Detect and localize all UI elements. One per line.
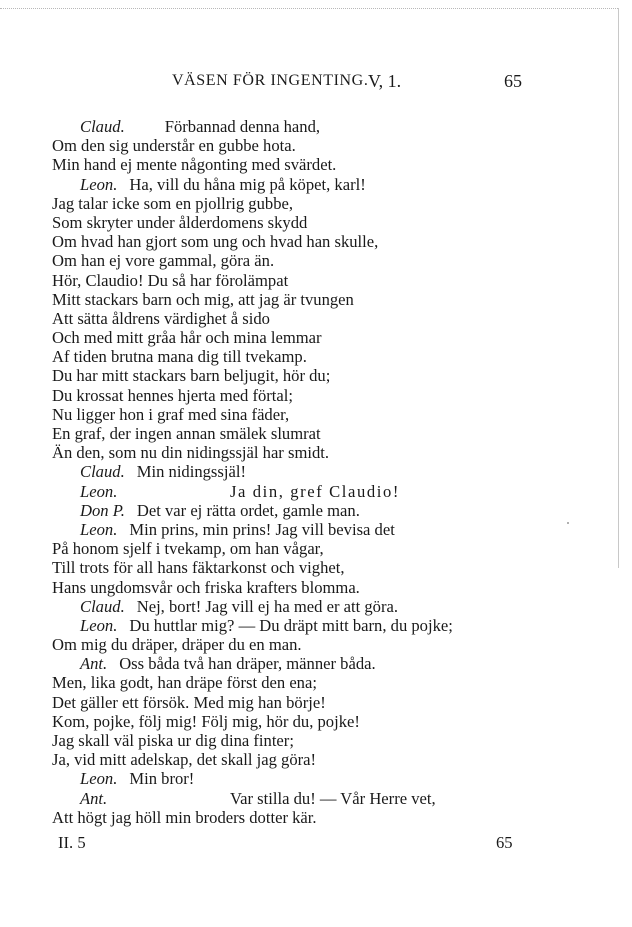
- verse-text: Men, lika godt, han dräpe först den ena;: [52, 673, 317, 693]
- verse-text: Du huttlar mig? — Du dräpt mitt barn, du pojke;: [129, 615, 453, 635]
- verse-line: [52, 731, 542, 750]
- verse-line: [52, 539, 542, 558]
- verse-line: [52, 194, 542, 213]
- verse-line: [52, 616, 542, 635]
- verse-line: [52, 693, 542, 712]
- verse-text: Hör, Claudio! Du så har förolämpat: [52, 270, 289, 290]
- verse-text: Det var ej rätta ordet, gamle man.: [136, 500, 360, 520]
- verse-line: [52, 443, 542, 462]
- verse-text: Hans ungdomsvår och friska krafters blomma.: [52, 577, 360, 597]
- verse-text: Var stilla du! — Vår Herre vet,: [230, 788, 436, 808]
- verse-line: [52, 232, 542, 251]
- header-title: VÄSEN FÖR INGENTING.: [172, 72, 369, 89]
- verse-line: [52, 769, 542, 788]
- verse-text: Ja din, gref Claudio!: [230, 481, 401, 501]
- verse-text: Än den, som nu din nidingssjäl har smidt.: [52, 443, 330, 463]
- speaker-name: Claud.: [80, 462, 125, 482]
- verse-text: Att högt jag höll min broders dotter kär.: [52, 807, 317, 827]
- verse-text: Det gäller ett försök. Med mig han börje!: [52, 692, 326, 712]
- verse-line: [52, 347, 542, 366]
- speaker-name: Claud.: [80, 117, 125, 136]
- verse-text: Om mig du dräper, dräper du en man.: [52, 635, 302, 655]
- speaker-name: Leon.: [80, 769, 118, 789]
- verse-line: [52, 635, 542, 654]
- verse-text: Min nidingssjäl!: [136, 462, 246, 482]
- verse-line: [52, 366, 542, 385]
- speaker-name: Leon.: [80, 481, 118, 501]
- verse-text: En graf, der ingen annan smälek slumrat: [52, 424, 321, 443]
- verse-line: [52, 808, 542, 827]
- verse-line: [52, 654, 542, 673]
- footer-page-number: 65: [496, 833, 513, 852]
- verse-line: [52, 558, 542, 577]
- verse-line: [52, 673, 542, 692]
- verse-text: Du har mitt stackars barn beljugit, hör du;: [52, 366, 331, 386]
- speaker-name: Don P.: [80, 500, 125, 520]
- verse-line: [52, 290, 542, 309]
- verse-text: Jag skall väl piska ur dig dina finter;: [52, 731, 294, 750]
- verse-line: [52, 501, 542, 520]
- verse-line: [52, 597, 542, 616]
- verse-text: På honom sjelf i tvekamp, om han vågar,: [52, 539, 324, 559]
- verse-line: [52, 175, 542, 194]
- running-header: [52, 72, 528, 96]
- verse-line: [52, 750, 542, 769]
- speaker-name: Leon.: [80, 615, 118, 635]
- verse-text: Af tiden brutna mana dig till tvekamp.: [52, 347, 307, 367]
- verse-line: [52, 712, 542, 731]
- verse-text: Oss båda två han dräper, männer båda.: [119, 654, 376, 674]
- play-text: [52, 117, 542, 827]
- right-edge-rule: [618, 8, 619, 568]
- header-page-number: 65: [504, 71, 522, 91]
- verse-text: Du krossat hennes hjerta med förtal;: [52, 385, 293, 405]
- verse-line: [52, 424, 542, 443]
- verse-line: [52, 251, 542, 270]
- verse-line: [52, 213, 542, 232]
- verse-text: Ha, vill du håna mig på köpet, karl!: [129, 174, 366, 194]
- verse-text: Min hand ej mente någonting med svärdet.: [52, 155, 337, 175]
- speaker-name: Leon.: [80, 174, 118, 194]
- verse-text: Om den sig understår en gubbe hota.: [52, 136, 296, 156]
- verse-line: [52, 328, 542, 347]
- verse-line: [52, 309, 542, 328]
- verse-line: [52, 271, 542, 290]
- verse-text: Ja, vid mitt adelskap, det skall jag göra!: [52, 750, 317, 770]
- verse-line: [52, 405, 542, 424]
- paper-speck: [567, 522, 569, 524]
- header-chapter: V, 1.: [368, 71, 402, 91]
- speaker-name: Ant.: [80, 654, 108, 674]
- verse-line: [52, 155, 542, 174]
- verse-text: Till trots för all hans fäktarkonst och vighet,: [52, 558, 345, 578]
- verse-text: Mitt stackars barn och mig, att jag är tvungen: [52, 289, 354, 309]
- verse-text: Jag talar icke som en pjollrig gubbe,: [52, 193, 294, 213]
- verse-line: [52, 789, 542, 808]
- verse-text: Om hvad han gjort som ung och hvad han skulle,: [52, 232, 379, 252]
- verse-text: Förbannad denna hand,: [164, 117, 321, 136]
- verse-text: Och med mitt gråa hår och mina lemmar: [52, 328, 322, 348]
- verse-text: Som skryter under ålderdomens skydd: [52, 212, 308, 232]
- verse-text: Att sätta åldrens värdighet å sido: [52, 308, 270, 328]
- verse-line: [52, 117, 542, 136]
- verse-text: Om han ej vore gammal, göra än.: [52, 251, 275, 271]
- speaker-name: Claud.: [80, 596, 125, 616]
- speaker-name: Ant.: [80, 788, 108, 808]
- verse-text: Nu ligger hon i graf med sina fäder,: [52, 404, 290, 424]
- verse-text: Min prins, min prins! Jag vill bevisa det: [129, 519, 395, 539]
- verse-line: [52, 578, 542, 597]
- speaker-name: Leon.: [80, 519, 118, 539]
- verse-line: [52, 136, 542, 155]
- verse-text: Nej, bort! Jag vill ej ha med er att göra.: [136, 596, 398, 616]
- verse-line: [52, 482, 542, 501]
- top-edge-rule: [0, 8, 618, 9]
- footer-signature: II. 5: [58, 833, 86, 852]
- page-footer: [52, 833, 528, 855]
- verse-line: [52, 520, 542, 539]
- verse-line: [52, 462, 542, 481]
- verse-text: Min bror!: [129, 769, 195, 789]
- verse-text: Kom, pojke, följ mig! Följ mig, hör du, pojke!: [52, 711, 360, 731]
- verse-line: [52, 386, 542, 405]
